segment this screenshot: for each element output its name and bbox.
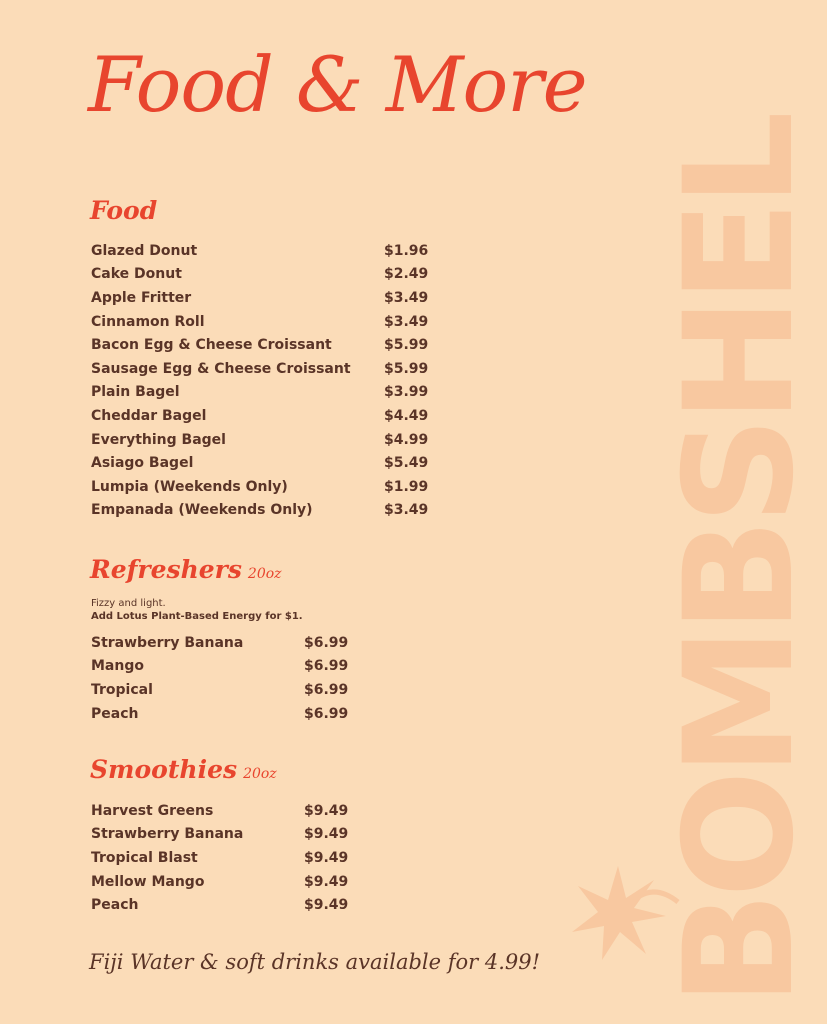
section-title-refreshers: Refreshers 20oz: [90, 555, 282, 584]
item-price: $1.96: [384, 242, 429, 259]
item-name: Everything Bagel: [91, 431, 226, 448]
item-name: Peach: [91, 897, 139, 914]
list-item: [91, 631, 348, 655]
item-price: $9.49: [304, 802, 349, 819]
item-name: Cake Donut: [91, 266, 182, 283]
size-label: 20oz: [243, 766, 277, 782]
item-name: Glazed Donut: [91, 242, 198, 259]
item-name: Tropical Blast: [91, 849, 198, 866]
item-price: $3.99: [384, 384, 429, 401]
item-price: $5.49: [384, 455, 429, 472]
item-price: $3.49: [384, 313, 429, 330]
item-price: $3.49: [384, 289, 429, 306]
starburst-icon: [568, 862, 668, 962]
item-price: $4.49: [384, 407, 429, 424]
list-item: [91, 475, 428, 499]
item-price: $2.49: [384, 266, 429, 283]
list-item: [91, 310, 428, 334]
item-price: $5.99: [384, 360, 429, 377]
note-text: Fizzy and light.: [91, 598, 166, 609]
item-name: Peach: [91, 705, 139, 722]
size-label: 20oz: [247, 566, 282, 582]
item-price: $9.49: [304, 826, 349, 843]
smoothies-list: [91, 799, 348, 917]
list-item: [91, 823, 348, 847]
list-item: [91, 263, 428, 287]
list-item: [91, 404, 428, 428]
item-price: $9.49: [304, 849, 349, 866]
item-name: Harvest Greens: [91, 802, 214, 819]
list-item: [91, 678, 348, 702]
list-item: [91, 428, 428, 452]
item-price: $6.99: [304, 681, 349, 698]
item-price: $6.99: [304, 658, 349, 675]
item-name: Lumpia (Weekends Only): [91, 478, 288, 495]
list-item: [91, 702, 348, 726]
item-name: Apple Fritter: [91, 289, 192, 306]
refreshers-list: [91, 631, 348, 725]
item-price: $4.99: [384, 431, 429, 448]
item-name: Plain Bagel: [91, 384, 180, 401]
item-name: Tropical: [91, 681, 153, 698]
watermark-text: BOMBSHEL: [653, 117, 827, 1007]
list-item: [91, 846, 348, 870]
item-price: $6.99: [304, 705, 349, 722]
list-item: [91, 357, 428, 381]
section-title-smoothies: Smoothies 20oz: [90, 755, 277, 784]
item-price: $3.49: [384, 502, 429, 519]
note-addon-text: Add Lotus Plant-Based Energy for $1.: [91, 611, 303, 622]
list-item: [91, 451, 428, 475]
list-item: [91, 499, 428, 523]
item-price: $5.99: [384, 337, 429, 354]
item-name: Strawberry Banana: [91, 634, 244, 651]
item-name: Asiago Bagel: [91, 455, 194, 472]
list-item: [91, 239, 428, 263]
item-price: $9.49: [304, 897, 349, 914]
list-item: [91, 333, 428, 357]
brand-watermark: [653, 110, 827, 1024]
refreshers-note: [91, 597, 303, 623]
list-item: [91, 381, 428, 405]
item-name: Empanada (Weekends Only): [91, 502, 313, 519]
section-title-food: Food: [90, 196, 158, 225]
footer-note: Fiji Water & soft drinks available for 4.99!: [89, 950, 541, 974]
list-item: [91, 655, 348, 679]
list-item: [91, 286, 428, 310]
page-title: Food & More: [88, 40, 587, 129]
list-item: [91, 870, 348, 894]
item-price: $6.99: [304, 634, 349, 651]
food-list: [91, 239, 428, 522]
item-name: Cheddar Bagel: [91, 407, 207, 424]
list-item: [91, 893, 348, 917]
list-item: [91, 799, 348, 823]
item-name: Mellow Mango: [91, 873, 205, 890]
item-price: $1.99: [384, 478, 429, 495]
item-name: Mango: [91, 658, 144, 675]
item-name: Bacon Egg & Cheese Croissant: [91, 337, 332, 354]
item-name: Sausage Egg & Cheese Croissant: [91, 360, 351, 377]
item-price: $9.49: [304, 873, 349, 890]
item-name: Strawberry Banana: [91, 826, 244, 843]
item-name: Cinnamon Roll: [91, 313, 205, 330]
